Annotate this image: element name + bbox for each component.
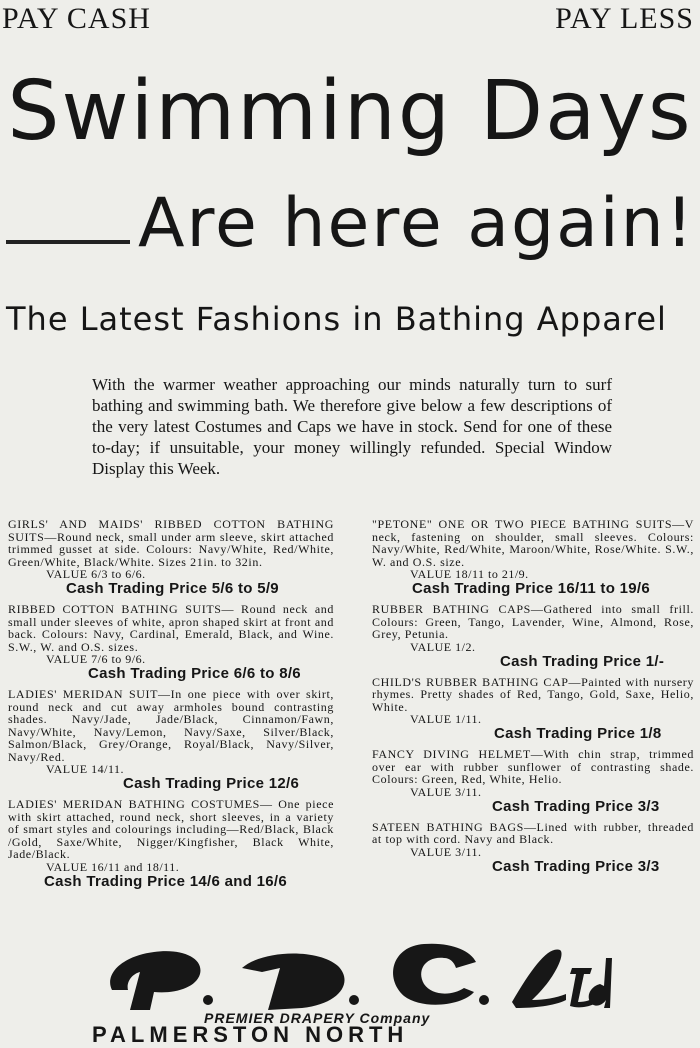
pay-less-slogan: PAY LESS bbox=[555, 2, 694, 35]
right-product-column bbox=[372, 518, 694, 881]
product-title: FANCY DIVING HELMET bbox=[372, 747, 531, 761]
product-value: VALUE 1/2. bbox=[410, 639, 476, 654]
product-price: Cash Trading Price 1/8 bbox=[494, 725, 662, 742]
product-title: RUBBER BATHING CAPS bbox=[372, 602, 531, 616]
product-price: Cash Trading Price 3/3 bbox=[492, 857, 660, 875]
product-item bbox=[372, 748, 694, 815]
product-price: Cash Trading Price 1/- bbox=[500, 652, 665, 670]
product-details: —With chin strap, trimmed over ear with rubber sunflower of contrasting shade. Colours: Green, Red, White, Helio. bbox=[372, 747, 694, 786]
product-price: Cash Trading Price 5/6 to 5/9 bbox=[66, 580, 279, 597]
product-item bbox=[8, 518, 334, 597]
product-title: "PETONE" ONE OR TWO PIECE BATHING SUITS bbox=[372, 517, 673, 531]
product-description bbox=[372, 676, 694, 714]
product-price: Cash Trading Price 12/6 bbox=[123, 775, 300, 792]
product-value: VALUE 14/11. bbox=[46, 762, 124, 776]
product-description bbox=[8, 798, 334, 861]
product-value: VALUE 7/6 to 9/6. bbox=[46, 652, 146, 666]
product-title: CHILD'S RUBBER BATHING CAP bbox=[372, 674, 569, 689]
product-details: —Lined with rubber, threaded at top with cord. Navy and Black. bbox=[372, 819, 694, 846]
product-item bbox=[372, 518, 694, 597]
product-item bbox=[372, 821, 694, 875]
product-details: — Round neck and small under sleeves of white, apron shaped skirt at front and back. Colours: Navy, Cardinal, Emerald, Black, and Wine. S.W., W. and O.S. sizes. bbox=[8, 602, 334, 654]
headline-dash-rule bbox=[6, 240, 130, 244]
product-value: VALUE 3/11. bbox=[410, 844, 482, 859]
headline-are-here-again: Are here again! bbox=[138, 184, 696, 263]
pay-cash-slogan: PAY CASH bbox=[2, 2, 151, 35]
product-details: —Gathered into small frill. Colours: Green, Tango, Lavender, Wine, Almond, Rose, Grey, Petunia. bbox=[372, 602, 694, 641]
pdc-ltd-logo bbox=[92, 928, 612, 1012]
product-item bbox=[8, 603, 334, 682]
product-item bbox=[372, 676, 694, 743]
company-town: PALMERSTON NORTH bbox=[92, 1022, 409, 1047]
product-description bbox=[372, 518, 694, 568]
product-description bbox=[372, 821, 694, 846]
product-details: —V neck, fastening on shoulder, small sleeves. Colours: Navy/White, Red/White, Maroon/White, Rose/White. S.W., W. and O.S. size. bbox=[372, 517, 694, 569]
product-description bbox=[8, 603, 334, 653]
product-price: Cash Trading Price 14/6 and 16/6 bbox=[44, 872, 288, 890]
product-price: Cash Trading Price 6/6 to 8/6 bbox=[88, 665, 301, 682]
headline-swimming-days: Swimming Days bbox=[7, 64, 693, 159]
company-name: PREMIER DRAPERY Company bbox=[204, 1010, 431, 1026]
product-description bbox=[372, 748, 694, 786]
product-title: GIRLS' AND MAIDS' RIBBED COTTON BATHING SUITS bbox=[8, 517, 334, 544]
product-value: VALUE 16/11 and 18/11. bbox=[46, 859, 180, 874]
product-description bbox=[8, 688, 334, 763]
product-title: LADIES' MERIDAN BATHING COSTUMES bbox=[8, 797, 260, 811]
subheadline: The Latest Fashions in Bathing Apparel bbox=[6, 300, 667, 338]
intro-paragraph: With the warmer weather approaching our minds naturally turn to surf bathing and swimming bath. We therefore give below a few descriptions of the very latest Costumes and Caps we have in stock. Send for one of these to-day; if unsuitable, your money willingly refunded. Special Window Display this Week. bbox=[92, 375, 612, 478]
left-product-column bbox=[8, 518, 334, 896]
product-title: SATEEN BATHING BAGS bbox=[372, 819, 524, 834]
product-details: —Painted with nursery rhymes. Pretty shades of Red, Tango, Gold, Saxe, Helio, White. bbox=[372, 674, 694, 714]
product-title: RIBBED COTTON BATHING SUITS bbox=[8, 602, 222, 616]
product-value: VALUE 18/11 to 21/9. bbox=[410, 567, 529, 581]
product-description bbox=[372, 603, 694, 641]
product-item bbox=[372, 603, 694, 670]
product-title: LADIES' MERIDAN SUIT bbox=[8, 687, 159, 701]
product-details: —In one piece with over skirt, round neck and cut away armholes bound contrasting shades. Navy/Jade, Jade/Black, Cinnamon/Fawn, Navy/White, Navy/Lemon, Navy/Saxe, Silver/Black, Salmon/Black, Grey/Orange, Royal/Black, Navy/Silver, Navy/Red. bbox=[8, 687, 334, 764]
product-value: VALUE 3/11. bbox=[410, 784, 482, 799]
product-item bbox=[8, 688, 334, 792]
product-price: Cash Trading Price 3/3 bbox=[492, 797, 660, 815]
product-details: — One piece with skirt attached, round neck, short sleeves, in a variety of smart styles and colourings including—Red/Black, Black /Gold, Saxe/White, Nigger/Kingfisher, Black White, Jade/Black. bbox=[8, 797, 334, 861]
headline-row bbox=[0, 184, 700, 270]
product-price: Cash Trading Price 16/11 to 19/6 bbox=[412, 580, 651, 597]
product-description bbox=[8, 518, 334, 568]
product-value: VALUE 1/11. bbox=[410, 712, 482, 726]
product-details: —Round neck, small under arm sleeve, skirt attached trimmed gusset at side. Colours: Navy/White, Red/White, Green/White, Black/White. Sizes 21in. to 32in. bbox=[8, 529, 334, 569]
product-value: VALUE 6/3 to 6/6. bbox=[46, 567, 146, 581]
product-item bbox=[8, 798, 334, 890]
